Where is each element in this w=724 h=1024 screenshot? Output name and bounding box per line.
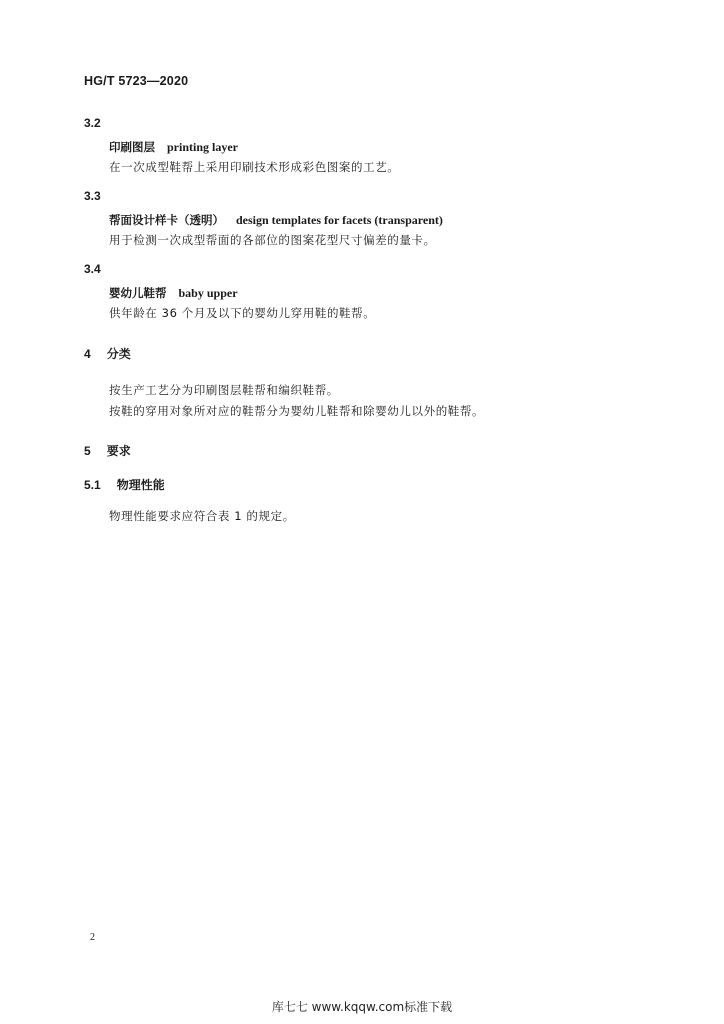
watermark-footer: 库七七 www.kqqw.com标准下载 [271,1000,453,1014]
term-en: design templates for facets (transparent) [236,213,443,227]
definition-3-2: 在一次成型鞋帮上采用印刷技术形成彩色图案的工艺。 [109,160,400,174]
page-number: 2 [90,932,95,943]
term-cn: 婴幼儿鞋帮 [109,286,167,300]
section-number-3-2: 3.2 [84,116,101,130]
term-en: baby upper [178,286,238,300]
term-3-4 [109,285,238,301]
clause-title: 分类 [106,347,131,361]
clause-5-1-paragraph: 物理性能要求应符合表 1 的规定。 [109,509,295,523]
definition-3-4: 供年龄在 36 个月及以下的婴幼儿穿用鞋的鞋帮。 [109,306,376,320]
clause-number: 4 [84,347,91,361]
section-number-3-4: 3.4 [84,262,101,276]
term-cn: 帮面设计样卡（透明） [109,213,224,227]
term-en: printing layer [167,140,238,154]
term-3-2 [109,139,238,155]
clause-title: 要求 [106,444,131,458]
term-cn: 印刷图层 [109,140,155,154]
definition-3-3: 用于检测一次成型帮面的各部位的图案花型尺寸偏差的量卡。 [109,233,436,247]
clause-number: 5 [84,444,91,458]
standard-number-header: HG/T 5723—2020 [84,74,189,88]
clause-4-heading [84,345,131,362]
term-3-3 [109,212,443,228]
section-number-3-3: 3.3 [84,189,101,203]
clause-4-paragraph-2: 按鞋的穿用对象所对应的鞋帮分为婴幼儿鞋帮和除婴幼儿以外的鞋帮。 [109,404,485,418]
clause-number: 5.1 [84,478,101,492]
clause-4-paragraph-1: 按生产工艺分为印刷图层鞋帮和编织鞋帮。 [109,383,339,397]
clause-title: 物理性能 [116,478,165,492]
clause-5-1-heading [84,476,165,493]
clause-5-heading [84,442,131,459]
